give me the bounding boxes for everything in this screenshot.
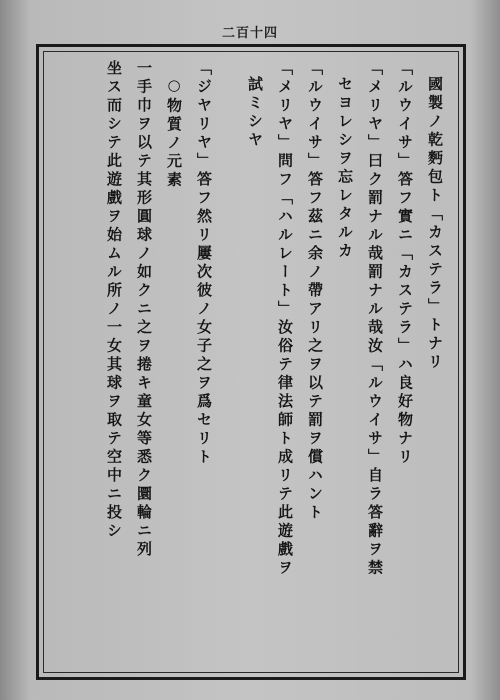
text-column-5: 「ルウイサ」答フ茲ニ余ノ帶アリ之ヲ以テ罰ヲ償ハント	[306, 60, 324, 523]
text-column-7: 試ミシヤ	[246, 76, 264, 150]
page-number: 二百十四	[221, 26, 278, 41]
text-column-1: 國製ノ乾麪包ト「カステラ」トナリ	[426, 76, 444, 372]
text-column-4: セヨレシヲ忘レタルカ	[336, 76, 354, 261]
text-column-2: 「ルウイサ」答フ實ニ「カステラ」ハ良好物ナリ	[396, 60, 414, 467]
text-column-8	[220, 60, 238, 670]
text-column-11: 一手巾ヲ以テ其形圓球ノ如クニ之ヲ捲キ童女等悉ク圜輪ニ列	[135, 60, 153, 560]
text-column-10: ○物質ノ元素	[165, 76, 183, 190]
vertical-text-block	[48, 60, 448, 670]
text-column-9: 「ジヤリヤ」答フ然リ屢次彼ノ女子之ヲ爲セリト	[195, 60, 213, 467]
text-column-12: 坐ス而シテ此遊戲ヲ始ムル所ノ一女其球ヲ取テ空中ニ投シ	[105, 60, 123, 541]
text-column-6: 「メリヤ」問フ「ハルレート」汝俗テ律法師ト成リテ此遊戲ヲ	[276, 60, 294, 578]
text-column-3: 「メリヤ」曰ク罰ナル哉罰ナル哉汝「ルウイサ」自ラ答辭ヲ禁	[366, 60, 384, 578]
